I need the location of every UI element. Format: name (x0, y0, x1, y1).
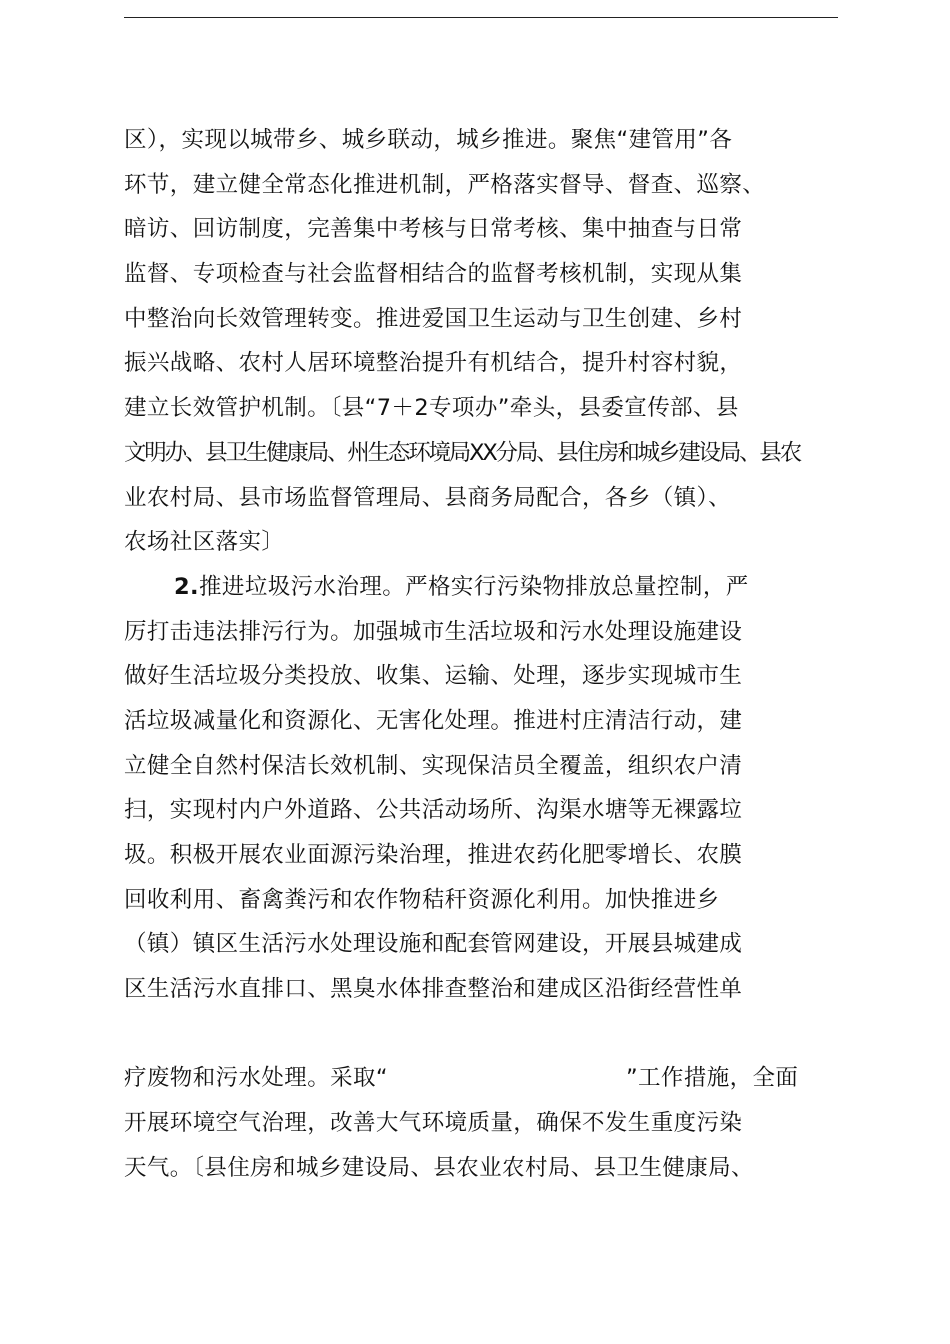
text-line: 农场社区落实〕 (124, 529, 285, 556)
text-line (124, 1012, 864, 1057)
text-line: 区），实现以城带乡、城乡联动，城乡推进。聚焦“建管用”各 (124, 127, 733, 153)
text-line: 区生活污水直排口、黑臭水体排查整治和建成区沿街经营性单 (124, 976, 743, 1003)
text-line: 立健全自然村保洁长效机制、实现保洁员全覆盖，组织农户清 (124, 752, 743, 779)
text-line: 做好生活垃圾分类投放、收集、运输、处理，逐步实现城市生 (124, 663, 743, 690)
text-line: 业农村局、县市场监督管理局、县商务局配合，各乡（镇）、 (124, 484, 732, 511)
text-line: （镇）镇区生活污水处理设施和配套管网建设，开展县城建成 (124, 931, 743, 958)
text-line: 回收利用、畜禽粪污和农作物秸秆资源化利用。加快推进乡 (124, 886, 720, 913)
text-line: 振兴战略、农村人居环境整治提升有机结合，提升村容村貌， (124, 350, 743, 377)
text-line: 扫，实现村内户外道路、公共活动场所、沟渠水塘等无裸露垃 (124, 797, 743, 824)
text-line: 环节，建立健全常态化推进机制，严格落实督导、督查、巡察、 (124, 171, 766, 198)
text-line: 文明办、县卫生健康局、州生态环境局XX分局、县住房和城乡建设局、县农 (124, 439, 801, 466)
text-line: 暗访、回访制度，完善集中考核与日常考核、集中抽查与日常 (124, 216, 743, 243)
header-rule (124, 17, 838, 18)
document-body (124, 118, 864, 1191)
text-segment: 疗废物和污水处理。采取“ (124, 1065, 388, 1092)
text-line: 中整治向长效管理转变。推进爱国卫生运动与卫生创建、乡村 (124, 305, 743, 332)
text-line: 开展环境空气治理，改善大气环境质量，确保不发生重度污染 (124, 1110, 743, 1137)
text-line: 厉打击违法排污行为。加强城市生活垃圾和污水处理设施建设 (124, 618, 743, 645)
text-segment: ”工作措施，全面 (625, 1065, 799, 1092)
text-line: 建立长效管护机制。〔县“7＋2专项办”牵头，县委宣传部、县 (124, 395, 739, 422)
text-line: 天气。〔县住房和城乡建设局、县农业农村局、县卫生健康局、 (124, 1154, 754, 1181)
paragraph-2-first-line (124, 565, 864, 610)
text-line-with-gap (124, 1056, 864, 1101)
text-line: 监督、专项检查与社会监督相结合的监督考核机制，实现从集 (124, 261, 743, 288)
text-line: 圾。积极开展农业面源污染治理，推进农药化肥零增长、农膜 (124, 842, 743, 868)
item-number: 2. (174, 573, 200, 600)
text-line: 推进垃圾污水治理。严格实行污染物排放总量控制，严 (199, 573, 749, 600)
text-line: 活垃圾减量化和资源化、无害化处理。推进村庄清洁行动，建 (124, 707, 743, 734)
